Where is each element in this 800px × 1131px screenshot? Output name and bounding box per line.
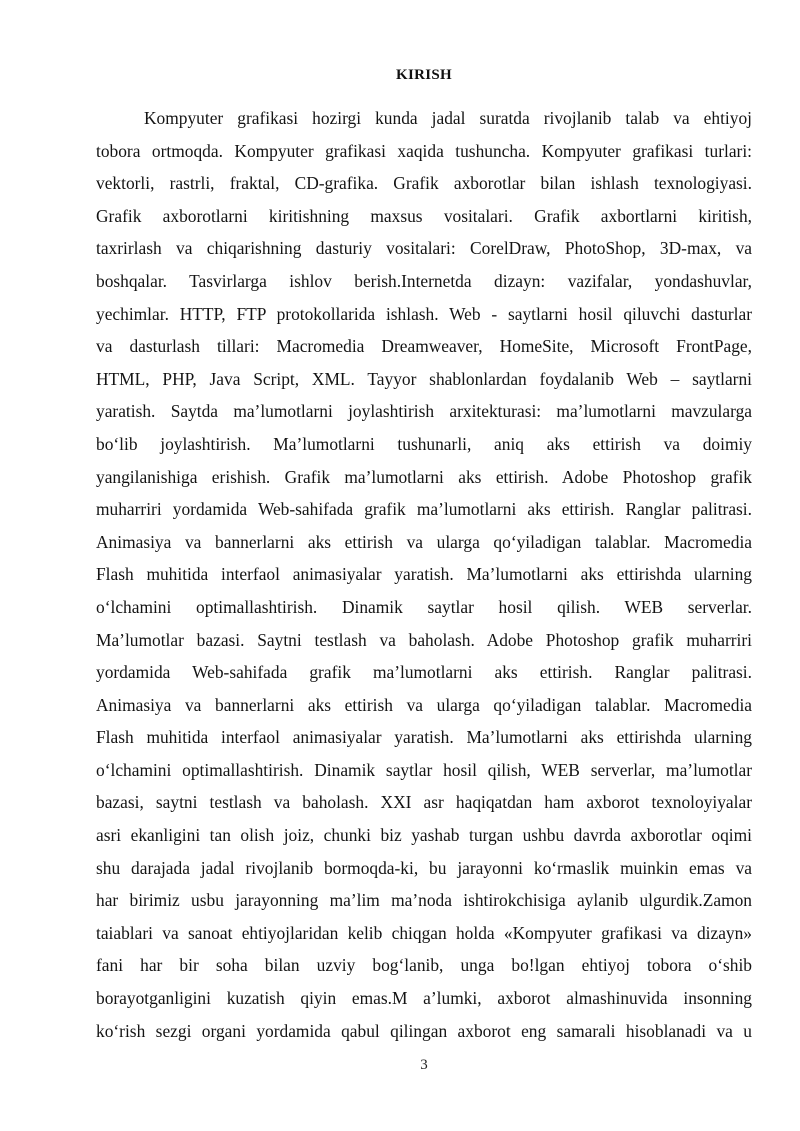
text-line: va dasturlash tillari: Macromedia Dreamweaver, HomeSite, Microsoft FrontPage, xyxy=(96,336,752,357)
text-line: Animasiya va bannerlarni aks ettirish va ularga qo‘yiladigan talablar. Macromedia xyxy=(96,531,752,552)
text-line: o‘lchamini optimallashtirish. Dinamik saytlar hosil qilish, WEB serverlar, ma’lumotlar xyxy=(96,759,752,780)
text-line: asri ekanligini tan olish joiz, chunki biz yashab turgan ushbu davrda axborotlar oqimi xyxy=(96,825,752,846)
text-line: har birimiz usbu jarayonning ma’lim ma’noda ishtirokchisiga aylanib ulgurdik.Zamon xyxy=(96,890,752,911)
page-title: KIRISH xyxy=(396,67,452,83)
text-line: bazasi, saytni testlash va baholash. XXI asr haqiqatdan ham axborot texnoloyiyalar xyxy=(96,792,752,813)
text-line: Kompyuter grafikasi hozirgi kunda jadal suratda rivojlanib talab va ehtiyoj xyxy=(144,108,752,128)
text-line: o‘lchamini optimallashtirish. Dinamik saytlar hosil qilish. WEB serverlar. xyxy=(96,596,752,617)
text-line: yordamida Web-sahifada grafik ma’lumotlarni aks ettirish. Ranglar palitrasi. xyxy=(96,662,752,683)
text-line: vektorli, rastrli, fraktal, CD-grafika. Grafik axborotlar bilan ishlash texnologiyasi. xyxy=(96,173,752,194)
text-line: boshqalar. Tasvirlarga ishlov berish.Internetda dizayn: vazifalar, yondashuvlar, xyxy=(96,270,752,291)
body-paragraph xyxy=(96,102,752,1047)
text-line: bo‘lib joylashtirish. Ma’lumotlarni tushunarli, aniq aks ettirish va doimiy xyxy=(96,433,752,454)
text-line: Animasiya va bannerlarni aks ettirish va ularga qo‘yiladigan talablar. Macromedia xyxy=(96,694,752,715)
page-number: 3 xyxy=(420,1057,428,1073)
text-line: yechimlar. HTTP, FTP protokollarida ishlash. Web - saytlarni hosil qiluvchi dasturlar xyxy=(96,303,752,324)
text-line: HTML, PHP, Java Script, XML. Tayyor shablonlardan foydalanib Web – saytlarni xyxy=(96,368,752,389)
text-line: fani har bir soha bilan uzviy bog‘lanib, unga bo!lgan ehtiyoj tobora o‘shib xyxy=(96,955,752,976)
text-line: tobora ortmoqda. Kompyuter grafikasi xaqida tushuncha. Kompyuter grafikasi turlari: xyxy=(96,140,752,161)
text-line: borayotganligini kuzatish qiyin emas.M a’lumki, axborot almashinuvida insonning xyxy=(96,988,752,1009)
text-line: muharriri yordamida Web-sahifada grafik ma’lumotlarni aks ettirish. Ranglar palitrasi. xyxy=(96,499,752,520)
text-line: ko‘rish sezgi organi yordamida qabul qilingan axborot eng samarali hisoblanadi va u xyxy=(96,1020,752,1041)
text-line: Grafik axborotlarni kiritishning maxsus vositalari. Grafik axbortlarni kiritish, xyxy=(96,205,752,226)
text-line: Flash muhitida interfaol animasiyalar yaratish. Ma’lumotlarni aks ettirishda ularning xyxy=(96,564,752,585)
text-line: taiablari va sanoat ehtiyojlaridan kelib chiqgan holda «Kompyuter grafikasi va dizayn» xyxy=(96,922,752,943)
text-line: shu darajada jadal rivojlanib bormoqda-ki, bu jarayonni ko‘rmaslik muinkin emas va xyxy=(96,857,752,878)
text-line: yangilanishiga erishish. Grafik ma’lumotlarni aks ettirish. Adobe Photoshop grafik xyxy=(96,466,752,487)
text-line: Ma’lumotlar bazasi. Saytni testlash va baholash. Adobe Photoshop grafik muharriri xyxy=(96,629,752,650)
text-line: taxrirlash va chiqarishning dasturiy vositalari: CorelDraw, PhotoShop, 3D-max, va xyxy=(96,238,752,259)
text-line: yaratish. Saytda ma’lumotlarni joylashtirish arxitekturasi: ma’lumotlarni mavzularga xyxy=(96,401,752,422)
text-line: Flash muhitida interfaol animasiyalar yaratish. Ma’lumotlarni aks ettirishda ularning xyxy=(96,727,752,748)
